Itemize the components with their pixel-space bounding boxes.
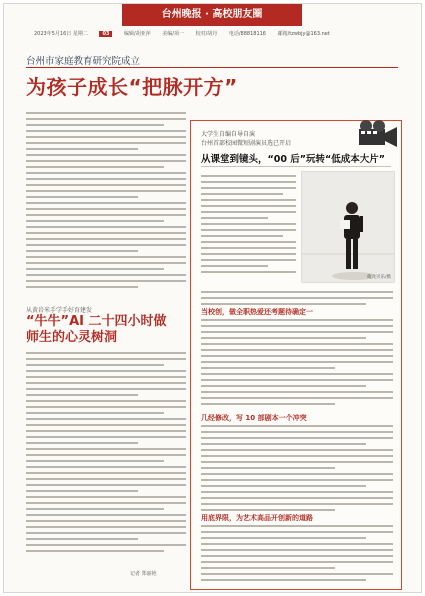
photo-caption: 俺元贝乐/摄 bbox=[366, 275, 391, 280]
top-story-kicker: 台州市家庭教育研究院成立 bbox=[26, 56, 141, 67]
second-story-kicker: 从黄岩米手学手好育建发 bbox=[26, 307, 93, 314]
newspaper-page bbox=[3, 3, 422, 593]
divider bbox=[201, 166, 391, 167]
feature-kicker-1: 大学生自编自导自演 bbox=[201, 131, 256, 138]
feature-intro-text bbox=[201, 175, 296, 277]
feature-title: 从课堂到镜头，“00 后”玩转“低成本大片” bbox=[201, 154, 386, 165]
film-camera-icon bbox=[353, 119, 401, 151]
feature-body-3 bbox=[201, 425, 393, 515]
page-number: 03 bbox=[99, 31, 112, 37]
feature-box bbox=[190, 120, 402, 590]
dateline-phone: 电话/88818116 bbox=[228, 31, 266, 37]
dateline-proofreader: 校对/胡丹 bbox=[195, 31, 218, 37]
feature-body-4 bbox=[201, 525, 393, 585]
dateline-designer: 美编/项一 bbox=[162, 31, 184, 37]
masthead bbox=[4, 4, 421, 26]
top-story-headline: 为孩子成长“把脉开方” bbox=[26, 75, 238, 99]
dateline-editor: 编辑/胡亚萍 bbox=[124, 31, 151, 37]
dateline bbox=[34, 30, 394, 40]
feature-kicker-2: 台州首部校园微短剧演员选已开启 bbox=[201, 140, 292, 147]
second-story-byline: 记者 郑丽艳 bbox=[130, 571, 157, 577]
second-story-headline: “牛牛”AI 二十四小时做师生的心灵树洞 bbox=[26, 314, 167, 345]
feature-photo bbox=[301, 171, 395, 283]
divider bbox=[26, 67, 398, 68]
feature-section-1: 当校创，做全职热爱还考题待确定一 bbox=[201, 308, 313, 316]
feature-section-3: 用底界限，为艺术高品开创新的道路 bbox=[201, 514, 313, 522]
feature-body-2 bbox=[201, 319, 393, 409]
masthead-title: 台州晚报 · 高校朋友圈 bbox=[122, 4, 302, 26]
photo-student-with-book bbox=[302, 172, 394, 282]
second-story-body bbox=[26, 352, 186, 556]
top-story-body bbox=[26, 112, 186, 292]
dateline-date: 2023年5月16日 星期二 bbox=[34, 31, 88, 37]
feature-section-2: 几经修改，写 10 部剧本一个冲突 bbox=[201, 414, 307, 422]
dateline-email: 邮箱/tzwbjy@163.net bbox=[277, 31, 330, 37]
